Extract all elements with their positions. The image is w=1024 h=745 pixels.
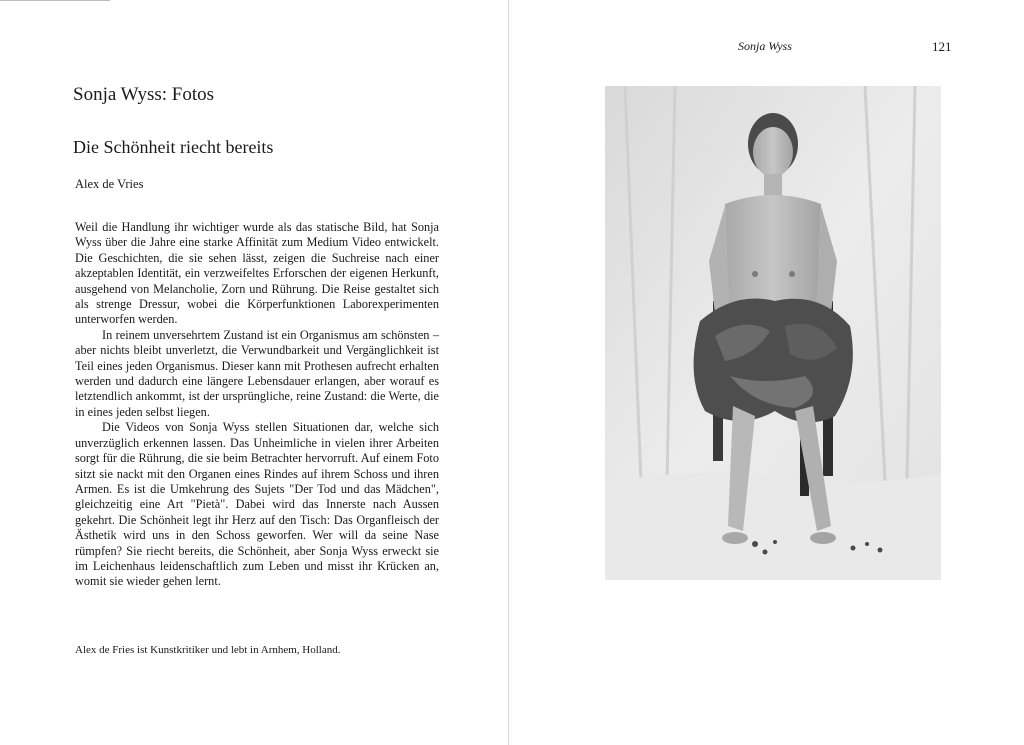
seated-figure-photo xyxy=(605,86,941,580)
section-title: Sonja Wyss: Fotos xyxy=(73,84,215,105)
author-note: Alex de Fries ist Kunstkritiker und lebt in Arnhem, Holland. xyxy=(75,644,341,656)
paragraph: In reinem unversehrtem Zustand ist ein Organismus am schönsten – aber nichts bleibt unverletzt, die Verwundbarkeit und Vergänglichkeit ist Teil eines jeden Organismus. Dieser kann mit Prothesen aufrecht erhalten werden und dadurch eine längere Lebensdauer erlangen, aber worauf es letztendlich ankommt, ist der ursprüngliche, reine Zustand: die Werte, die in eines jeden selbst liegen. xyxy=(75,327,439,419)
paragraph: Die Videos von Sonja Wyss stellen Situationen dar, welche sich unverzüglich erkennen lassen. Das Unheimliche in vielen ihrer Arbeiten sorgt für die Rührung, die sie beim Betrachter hervorruft. Auf einem Foto sitzt sie nackt mit den Organen eines Rindes auf ihrem Schoss und ihren Armen. Es ist die Umkehrung des Sujets "Der Tod und das Mädchen", gleichzeitig eine Art "Pietà". Dabei wird das Innerste nach Aussen gekehrt. Die Schönheit legt ihr Herz auf den Tisch: Das Organfleisch der Ästhetik wird uns in den Schoss geworfen. Wer will da seine Nase rümpfen? Sie riecht bereits, die Schönheit, aber Sonja Wyss erweckt sie im Leichenhaus leidenschaftlich zum Leben und misst ihr Krücken an, womit sie wieder gehen lernt. xyxy=(75,420,439,589)
page-number: 121 xyxy=(932,39,952,54)
author-byline: Alex de Vries xyxy=(75,177,144,191)
left-page xyxy=(0,0,508,745)
article-title: Die Schönheit riecht bereits xyxy=(73,137,274,157)
running-head: Sonja Wyss xyxy=(738,39,792,53)
paragraph: Weil die Handlung ihr wichtiger wurde als das statische Bild, hat Sonja Wyss über die Jahre eine starke Affinität zum Medium Video entwickelt. Die Geschichten, die sie sehen lässt, zeigen die Suchreise nach einer akzeptablen Identität, ein verzweifeltes Erforschen der eigenen Herkunft, ausgehend von Melancholie, Zorn und Rührung. Die Reise gestaltet sich als strenge Dressur, wobei die Körperfunktionen Laborexperimenten unterworfen werden. xyxy=(75,220,439,327)
article-body xyxy=(75,220,439,590)
right-page xyxy=(509,0,1024,745)
